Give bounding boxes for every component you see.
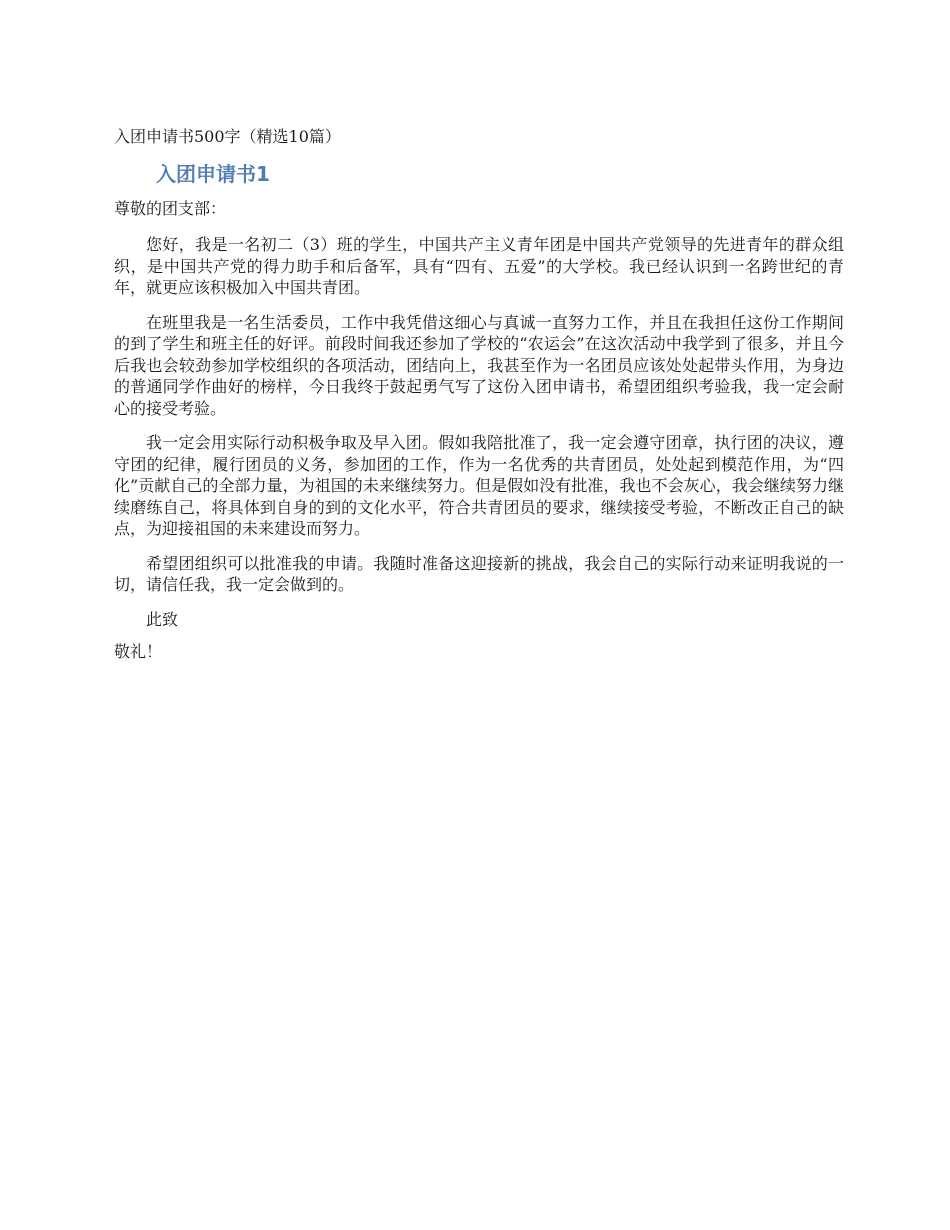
paragraph-3: 我一定会用实际行动积极争取及早入团。假如我陪批准了，我一定会遵守团章，执行团的决议，遵守团的纪律，履行团员的义务，参加团的工作，作为一名优秀的共青团员，处处起到模范作用，为“四化”贡献自己的全部力量，为祖国的未来继续努力。但是假如没有批准，我也不会灰心，我会继续努力继续磨练自己，将具体到自身的到的文化水平，符合共青团员的要求，继续接受考验，不断改正自己的缺点，为迎接祖国的未来建设而努力。	[114, 433, 844, 538]
closing: 此致	[146, 609, 179, 629]
paragraph-2: 在班里我是一名生活委员，工作中我凭借这细心与真诚一直努力工作，并且在我担任这份工作期间的到了学生和班主任的好评。前段时间我还参加了学校的“农运会”在这次活动中我学到了很多，并且今后我也会较劲参加学校组织的各项活动，团结向上，我甚至作为一名团员应该处处起带头作用，为身边的普通同学作曲好的榜样，今日我终于鼓起勇气写了这份入团申请书，希望团组织考验我，我一定会耐心的接受考验。	[114, 312, 844, 418]
regards: 敬礼！	[114, 641, 163, 661]
document-title: 入团申请书500字（精选10篇）	[114, 127, 341, 146]
paragraph-1: 您好，我是一名初二（3）班的学生，中国共产主义青年团是中国共产党领导的先进青年的群众组织，是中国共产党的得力助手和后备军，具有“四有、五爱”的大学校。我已经认识到一名跨世纪的青年，就更应该积极加入中国共青团。	[114, 235, 844, 297]
salutation: 尊敬的团支部：	[114, 199, 227, 218]
section-heading: 入团申请书1	[156, 162, 270, 186]
document-body	[114, 124, 844, 663]
paragraph-4: 希望团组织可以批准我的申请。我随时准备这迎接新的挑战，我会自己的实际行动来证明我说的一切，请信任我，我一定会做到的。	[114, 553, 844, 594]
